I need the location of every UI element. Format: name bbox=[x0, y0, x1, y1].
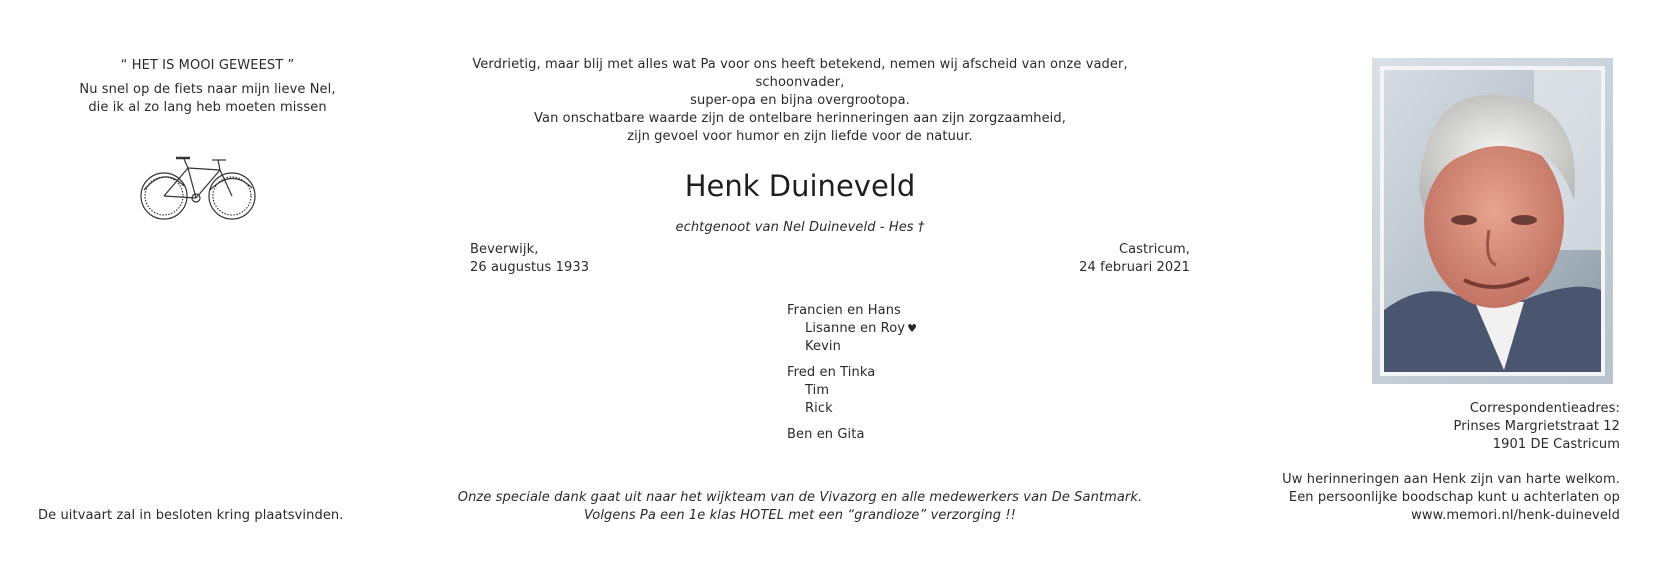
family-child bbox=[787, 320, 1047, 338]
address-street: Prinses Margrietstraat 12 bbox=[1453, 419, 1620, 434]
funeral-notice: De uitvaart zal in besloten kring plaatsvinden. bbox=[38, 508, 344, 523]
family-list bbox=[787, 302, 1047, 452]
deceased-name: Henk Duineveld bbox=[684, 169, 916, 203]
thanks-text bbox=[445, 489, 1155, 525]
condolence-line: Een persoonlijke boodschap kunt u achterlaten op bbox=[1288, 490, 1620, 505]
intro-text bbox=[445, 56, 1155, 146]
family-child: Tim bbox=[805, 383, 830, 398]
birth-place: Beverwijk, bbox=[470, 242, 539, 257]
thanks-line: Volgens Pa een 1e klas HOTEL met een “grandioze” verzorging !! bbox=[584, 508, 1016, 523]
family-group bbox=[787, 302, 1047, 356]
intro-line: zijn gevoel voor humor en zijn liefde voor de natuur. bbox=[627, 129, 973, 144]
correspondence-label: Correspondentieadres: bbox=[1469, 401, 1620, 416]
family-child: Kevin bbox=[805, 339, 841, 354]
death-place: Castricum, bbox=[1118, 242, 1190, 257]
death-date: 24 februari 2021 bbox=[1079, 260, 1190, 275]
birth-info bbox=[470, 241, 589, 277]
family-parents: Fred en Tinka bbox=[787, 365, 876, 380]
quote-heading: “ HET IS MOOI GEWEEST ” bbox=[120, 58, 295, 73]
family-parents: Francien en Hans bbox=[787, 303, 901, 318]
family-group bbox=[787, 426, 1047, 444]
death-info bbox=[1005, 241, 1190, 277]
verse-line-2: die ik al zo lang heb moeten missen bbox=[88, 100, 327, 115]
memorial-link: www.memori.nl/henk-duineveld bbox=[1411, 508, 1620, 523]
correspondence-address bbox=[1290, 400, 1620, 454]
family-parents: Ben en Gita bbox=[787, 427, 865, 442]
intro-line: Van onschatbare waarde zijn de ontelbare herinneringen aan zijn zorgzaamheid, bbox=[534, 111, 1066, 126]
photo-mat bbox=[1380, 66, 1605, 376]
address-postal-city: 1901 DE Castricum bbox=[1492, 437, 1620, 452]
left-quote-block bbox=[40, 57, 375, 117]
thanks-line: Onze speciale dank gaat uit naar het wijkteam van de Vivazorg en alle medewerkers van De Santmark. bbox=[457, 490, 1143, 505]
condolence-info bbox=[1200, 471, 1620, 525]
birth-date: 26 augustus 1933 bbox=[470, 260, 590, 275]
intro-line: super-opa en bijna overgrootopa. bbox=[690, 93, 910, 108]
condolence-line: Uw herinneringen aan Henk zijn van harte welkom. bbox=[1282, 472, 1620, 487]
verse-line-1: Nu snel op de fiets naar mijn lieve Nel, bbox=[79, 82, 336, 97]
family-group bbox=[787, 364, 1047, 418]
photo-frame bbox=[1372, 58, 1613, 384]
spouse-line: echtgenoot van Nel Duineveld - Hes † bbox=[675, 220, 925, 235]
child-name: Lisanne en Roy bbox=[805, 321, 906, 336]
family-child: Rick bbox=[805, 401, 833, 416]
intro-line: Verdrietig, maar blij met alles wat Pa voor ons heeft betekend, nemen wij afscheid van onze vader, schoonvader, bbox=[472, 57, 1128, 90]
bicycle-icon bbox=[138, 150, 258, 226]
portrait-photo bbox=[1384, 70, 1601, 372]
heart-icon: ♥ bbox=[907, 322, 918, 335]
